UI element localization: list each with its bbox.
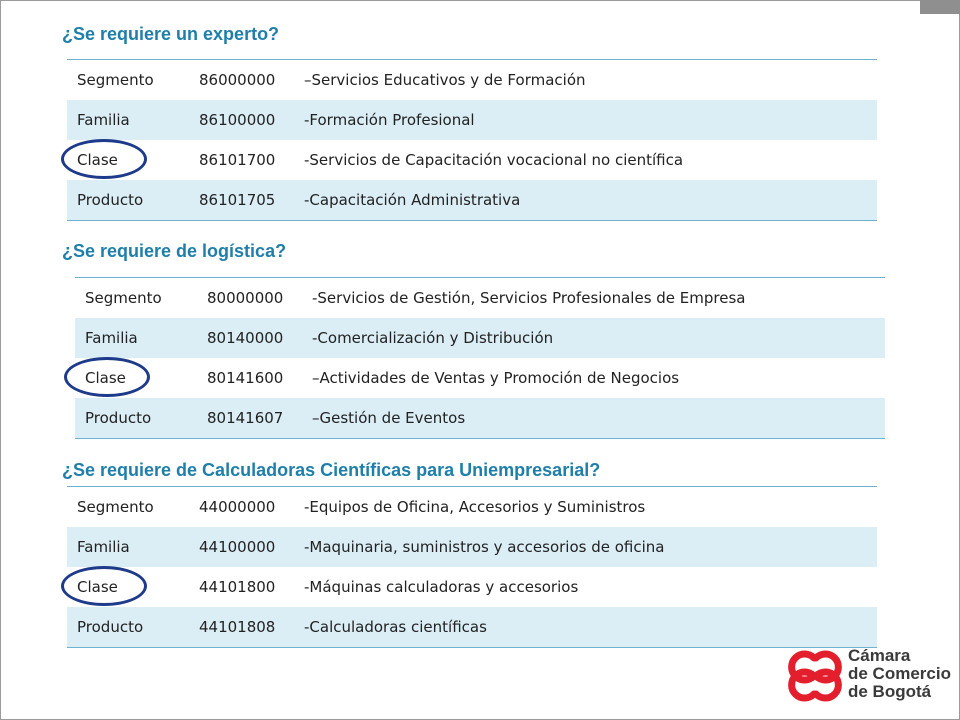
table-row [67,180,877,221]
row-description: –Actividades de Ventas y Promoción de Negocios [312,369,680,387]
logo-line-3: de Bogotá [848,682,932,701]
row-description: -Equipos de Oficina, Accesorios y Suministros [304,498,646,516]
classification-table-experto [67,59,877,221]
table-row [67,527,877,567]
clase-highlight-circle [61,139,147,179]
clase-highlight-circle [64,357,150,397]
table-row [67,60,877,101]
table-row [67,607,877,648]
corner-mark [920,0,960,14]
row-description: -Capacitación Administrativa [294,180,877,221]
row-code: 44100000 [189,527,294,567]
row-label: Producto [67,180,189,221]
row-label: Producto [67,607,189,648]
table-row [75,318,885,358]
row-label: Clase [77,151,118,169]
row-code: 86000000 [199,71,276,89]
section-title-experto: ¿Se requiere un experto? [62,24,280,44]
row-code: 44000000 [199,498,276,516]
classification-table-calculadoras [67,486,877,648]
table-row [67,140,877,180]
row-code: 86100000 [189,100,294,140]
row-code: 44101800 [199,578,276,596]
classification-table-logistica [75,277,885,439]
row-label: Familia [67,100,189,140]
row-description: -Calculadoras científicas [294,607,877,648]
row-label: Segmento [77,498,154,516]
row-description: -Maquinaria, suministros y accesorios de oficina [294,527,877,567]
section-title-logistica: ¿Se requiere de logística? [62,241,287,261]
logo-mark-icon [792,654,839,698]
logo-text [848,647,951,701]
row-code: 80141600 [207,369,284,387]
row-label: Segmento [77,71,154,89]
section-title-calculadoras: ¿Se requiere de Calculadoras Científicas para Uniempresarial? [62,460,601,480]
row-description: –Servicios Educativos y de Formación [304,71,586,89]
row-description: -Servicios de Gestión, Servicios Profesionales de Empresa [312,289,746,307]
clase-highlight-circle [61,566,147,606]
row-label: Clase [77,578,118,596]
table-row [75,278,885,319]
row-label: Clase [85,369,126,387]
logo-line-1: Cámara [848,646,911,665]
row-code: 80140000 [197,318,302,358]
table-row [75,358,885,398]
row-description: -Comercialización y Distribución [302,318,885,358]
row-description: -Formación Profesional [294,100,877,140]
table-row [67,487,877,528]
row-code: 80000000 [207,289,284,307]
row-code: 44101808 [189,607,294,648]
row-code: 86101700 [199,151,276,169]
row-code: 86101705 [189,180,294,221]
row-code: 80141607 [197,398,302,439]
row-label: Familia [75,318,197,358]
row-description: -Servicios de Capacitación vocacional no científica [304,151,684,169]
row-description: –Gestión de Eventos [302,398,885,439]
table-row [67,100,877,140]
logo-line-2: de Comercio [848,664,951,683]
row-description: -Máquinas calculadoras y accesorios [304,578,579,596]
row-label: Familia [67,527,189,567]
table-row [67,567,877,607]
table-row [75,398,885,439]
row-label: Producto [75,398,197,439]
row-label: Segmento [85,289,162,307]
